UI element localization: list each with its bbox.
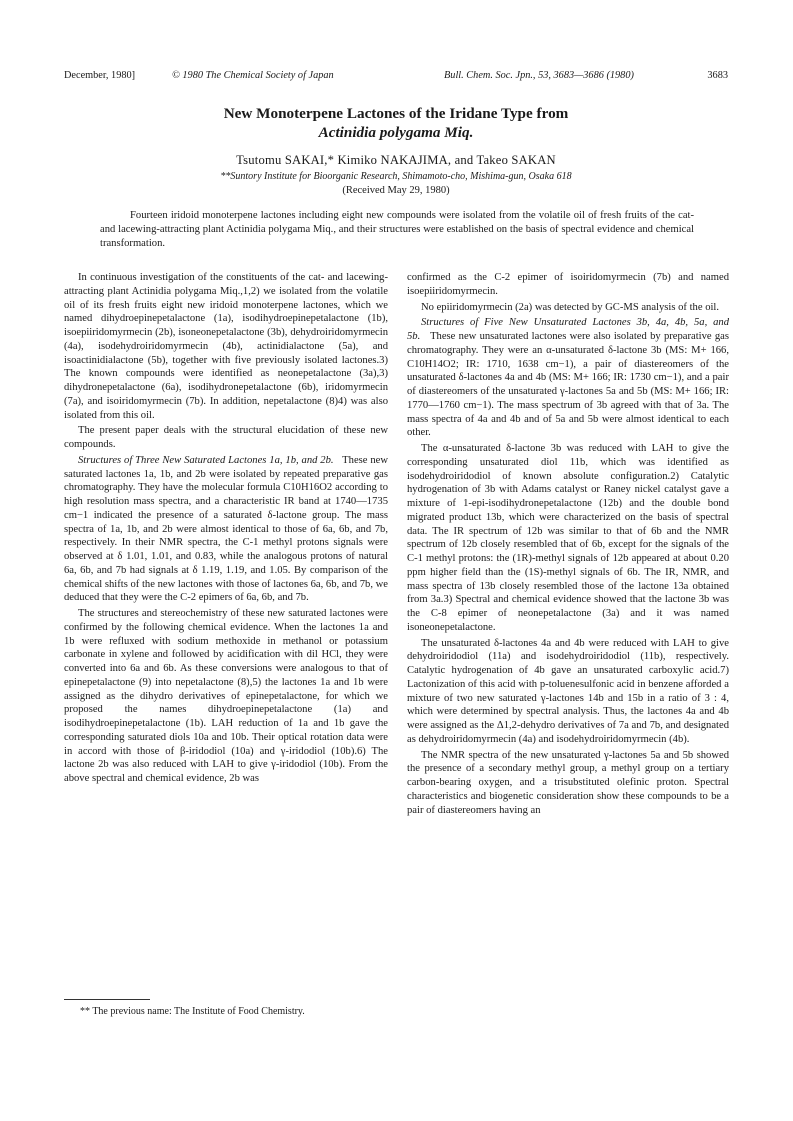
body-paragraph: [64, 454, 388, 605]
footnote: ** The previous name: The Institute of Food Chemistry.: [80, 1006, 305, 1017]
affiliation: **Suntory Institute for Bioorganic Research, Shimamoto-cho, Mishima-gun, Osaka 618: [220, 171, 572, 182]
footnote-divider: [64, 999, 150, 1000]
body-paragraph: The present paper deals with the structural elucidation of these new compounds.: [64, 425, 388, 450]
section-heading: Structures of Three New Saturated Lactones 1a, 1b, and 2b.: [78, 454, 334, 466]
abstract: Fourteen iridoid monoterpene lactones including eight new compounds were isolated from the volatile oil of fresh fruits of the cat- and lacewing-attracting plant Actinidia polygama Miq., and their structures were established on the basis of spectral evidence and chemical transformation.: [100, 210, 694, 249]
title-line-1: New Monoterpene Lactones of the Iridane Type from: [223, 105, 569, 122]
header-copyright: © 1980 The Chemical Society of Japan: [172, 70, 334, 81]
body-paragraph: confirmed as the C-2 epimer of isoiridomyrmecin (7b) and named isoepiiridomyrmecin.: [407, 272, 729, 297]
body-paragraph: The NMR spectra of the new unsaturated γ-lactones 5a and 5b showed the presence of a secondary methyl group, a methyl group on a tertiary carbon-bearing oxygen, and a trisubstituted olefinic proton. Spectral characteristics and biogenetic consideration show these compounds to be a pair of diastereomers having an: [407, 749, 729, 816]
section-text: These new unsaturated lactones were also isolated by preparative gas chromatography. They were an α-unsaturated δ-lactone 3b (MS: M+ 166, C10H14O2; IR: 1710, 1638 cm−1), a pair of diastereomers of the unsaturated δ-lactones 4a and 4b (MS: M+ 166; IR: 1730 cm−1), and a pair of diastereomers of the unsaturated γ-lactones 5a and 5b (MS: M+ 166; IR: 1770—1760 cm−1). The mass spectrum of 3b agreed with that of 3a. The mass spectra of 4a and 4b and of 5a and 5b were almost identical to each other.: [407, 331, 729, 439]
body-paragraph: No epiiridomyrmecin (2a) was detected by GC-MS analysis of the oil.: [421, 301, 720, 313]
header-journal-citation: Bull. Chem. Soc. Jpn., 53, 3683—3686 (1980): [444, 70, 634, 81]
title-block: [64, 104, 728, 197]
body-paragraph: The structures and stereochemistry of these new saturated lactones were confirmed by the following chemical evidence. When the lactones 1a and 1b were refluxed with sodium methoxide in methanol or potassium carbonate in xylene and followed by acidification with dil HCl, they were converted into 6a and 6b. As these conversions were analogous to that of epinepetalactone (9) into nepetalactone (8),5) the lactones 1a and 1b were assigned as the dihydro derivatives of epinepetalactone, for which we proposed the names dihydroepinepetalactone (1a) and isodihydroepinepetalactone (1b). LAH reduction of 1a and 1b gave the corresponding saturated diols 10a and 10b. Their optical rotation data were in accord with those of β-iridodiol (10a) and γ-iridodiol (10b).6) The lactone 2b was also reduced with LAH to give γ-iridodiol (10b). From the above spectral and chemical evidence, 2b was: [64, 608, 388, 784]
received-date: (Received May 29, 1980): [342, 185, 450, 196]
left-column: [64, 271, 388, 786]
body-paragraph: In continuous investigation of the constituents of the cat- and lacewing-attracting plant Actinidia polygama Miq.,1,2) we isolated from the volatile oil of its fresh fruits eight new iridoid monoterpene lactones, which we named dihydroepinepetalactone (1a), isodihydroepinepetalactone (1b), isoepiiridomyrmecin (2b), isoneonepetalactone (3b), dehydroiridomyrmecin (4a), isodehydroiridomyrmecin (4b), actinidialactone (5a), and isoactinidialactone (5b), together with five previously isolated lactones.3) The known compounds were identified as neonepetalactone (3a),3) dihydronepetalactone (6a), isodihydronepetalactone (6b), iridomyrmecin (7a), and isoiridomyrmecin (7b). In addition, nepetalactone (8)4) was also isolated from this oil.: [64, 272, 388, 421]
body-paragraph: [407, 316, 729, 440]
running-header: [64, 70, 728, 84]
header-date: December, 1980]: [64, 70, 136, 81]
section-heading: Structures of Five New Unsaturated Lactones 3b, 4a, 4b, 5a, and 5b.: [407, 317, 729, 342]
title-line-2: Actinidia polygama Miq.: [318, 124, 474, 141]
author-list: Tsutomu SAKAI,* Kimiko NAKAJIMA, and Takeo SAKAN: [236, 153, 556, 167]
header-page-number: 3683: [707, 70, 728, 81]
section-text: These new saturated lactones 1a, 1b, and 2b were isolated by repeated preparative gas chromatography. They have the molecular formula C10H16O2 according to high resolution mass spectra, and a characteristic IR band at 1740—1735 cm−1 indicated the presence of a saturated δ-lactone group. The mass spectra of 1a, 1b, and 2b were almost identical to those of 6a, 6b, and 7b, respectively. In their NMR spectra, the C-1 methyl protons signals were observed at δ 1.01, 1.01, and 0.83, while the analogous protons of natural 6a, 6b, and 7b had signals at δ 1.19, 1.19, and 1.05. By comparison of the chemical shifts of the new lactones with those of lactones 6a, 6b, and 7b, we deduced that they were the C-2 epimers of 6a, 6b, and 7b.: [64, 454, 388, 604]
right-column: [407, 271, 729, 817]
body-paragraph: The unsaturated δ-lactones 4a and 4b were reduced with LAH to give dehydroiridodiol (11a) and isodehydroiridodiol (11b), respectively. Catalytic hydrogenation of 4b gave an unsaturated carboxylic acid.7) Lactonization of this acid with p-toluenesulfonic acid in benzene afforded a mixture of two new saturated γ-lactones 14b and 15b in a ratio of 3 : 4, which were determined by spectral analysis. Thus, the lactones 4a and 4b were assigned as the Δ1,2-dehydro derivatives of 7a and 7b, and designated as dehydroiridomyrmecin (4a) and isodehydroiridomyrmecin (4b).: [407, 637, 729, 745]
body-paragraph: The α-unsaturated δ-lactone 3b was reduced with LAH to give the corresponding unsaturated diol 11b, which was identified as isodehydroiridodiol of known absolute configuration.2) Catalytic hydrogenation of 3b with Adams catalyst or Raney nickel catalyst gave a mixture of 1-epi-isodihydronepetalactone (12b) and the double bond migrated product 13b, which were characterized on the basis of spectral data. The IR spectrum of 12b was similar to that of 6b and the NMR spectrum of 12b closely resembled that of 6b, except for the signals of the C-1 methyl protons: the (1R)-methyl signals of 12b appeared at about 0.20 ppm higher field than the (1S)-methyl signals of 6b. The IR, NMR, and mass spectra of 13b closely resembled those of the lactone 13a obtained from 3a.3) Spectral and chemical evidence showed that the lactone 3b was the C-8 epimer of neonepetalactone (3a) and it was named isoneonepetalactone.: [407, 443, 729, 633]
paper-title: [64, 104, 728, 142]
